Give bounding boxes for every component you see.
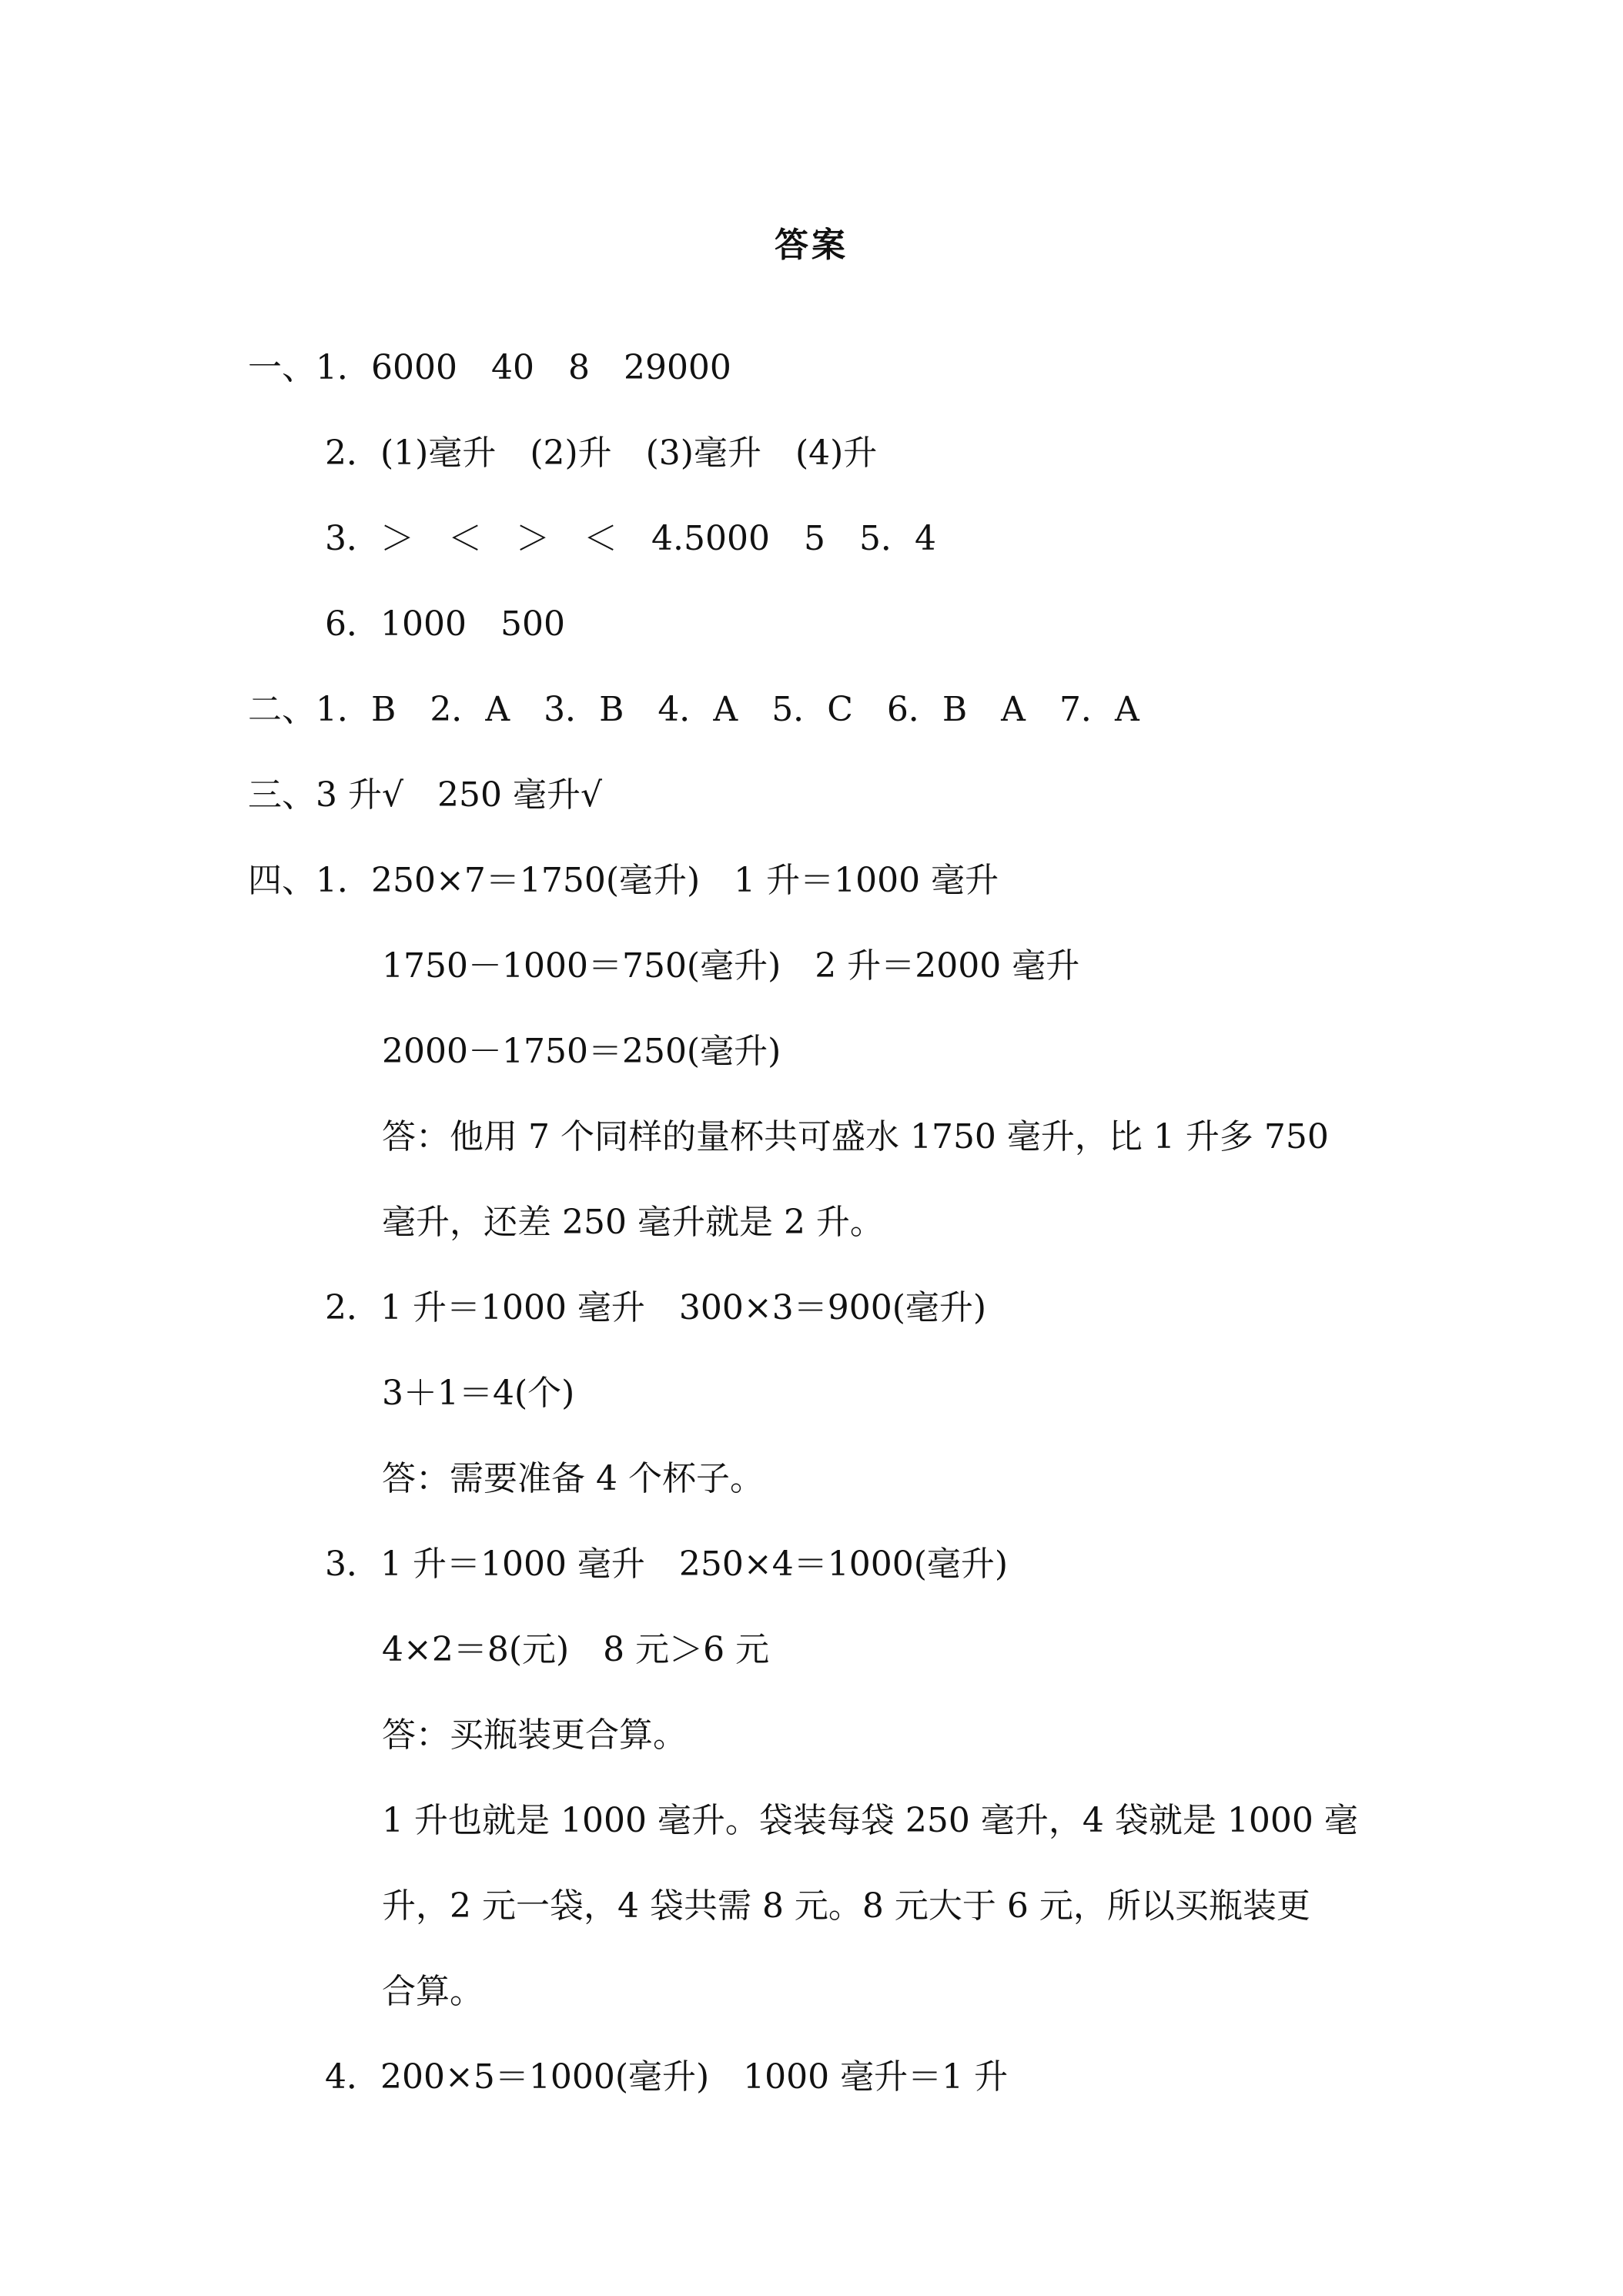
answer-line: 答：买瓶装更合算。 <box>382 1715 687 1755</box>
answer-line: 一、1．6000 40 8 29000 <box>248 348 731 387</box>
answer-line: 2．(1)毫升 (2)升 (3)毫升 (4)升 <box>325 433 878 473</box>
answer-line: 1750－1000＝750(毫升) 2 升＝2000 毫升 <box>382 946 1080 986</box>
answer-line: 2．1 升＝1000 毫升 300×3＝900(毫升) <box>325 1288 987 1327</box>
answer-line: 二、1．B 2．A 3．B 4．A 5．C 6．B A 7．A <box>248 690 1139 729</box>
answer-line: 4．200×5＝1000(毫升) 1000 毫升＝1 升 <box>325 2057 1009 2097</box>
answer-line: 升，2 元一袋，4 袋共需 8 元。8 元大于 6 元，所以买瓶装更 <box>382 1886 1310 1926</box>
answer-line: 合算。 <box>382 1972 484 2011</box>
answer-line: 3＋1＝4(个) <box>382 1374 575 1413</box>
answer-line: 答：需要准备 4 个杯子。 <box>382 1459 764 1498</box>
answer-line: 四、1．250×7＝1750(毫升) 1 升＝1000 毫升 <box>248 861 999 900</box>
answer-line: 3．＞ ＜ ＞ ＜ 4.5000 5 5．4 <box>325 519 936 558</box>
answer-line: 答：他用 7 个同样的量杯共可盛水 1750 毫升，比 1 升多 750 <box>382 1117 1329 1156</box>
page-title: 答案 <box>775 226 848 265</box>
answer-line: 三、3 升√ 250 毫升√ <box>248 775 603 815</box>
answer-line: 2000－1750＝250(毫升) <box>382 1032 781 1071</box>
answer-line: 3．1 升＝1000 毫升 250×4＝1000(毫升) <box>325 1545 1009 1584</box>
answer-line: 6．1000 500 <box>325 604 565 644</box>
answer-line: 毫升，还差 250 毫升就是 2 升。 <box>382 1203 884 1242</box>
answer-line: 1 升也就是 1000 毫升。袋装每袋 250 毫升，4 袋就是 1000 毫 <box>382 1801 1358 1840</box>
answer-line: 4×2＝8(元) 8 元＞6 元 <box>382 1630 770 1669</box>
